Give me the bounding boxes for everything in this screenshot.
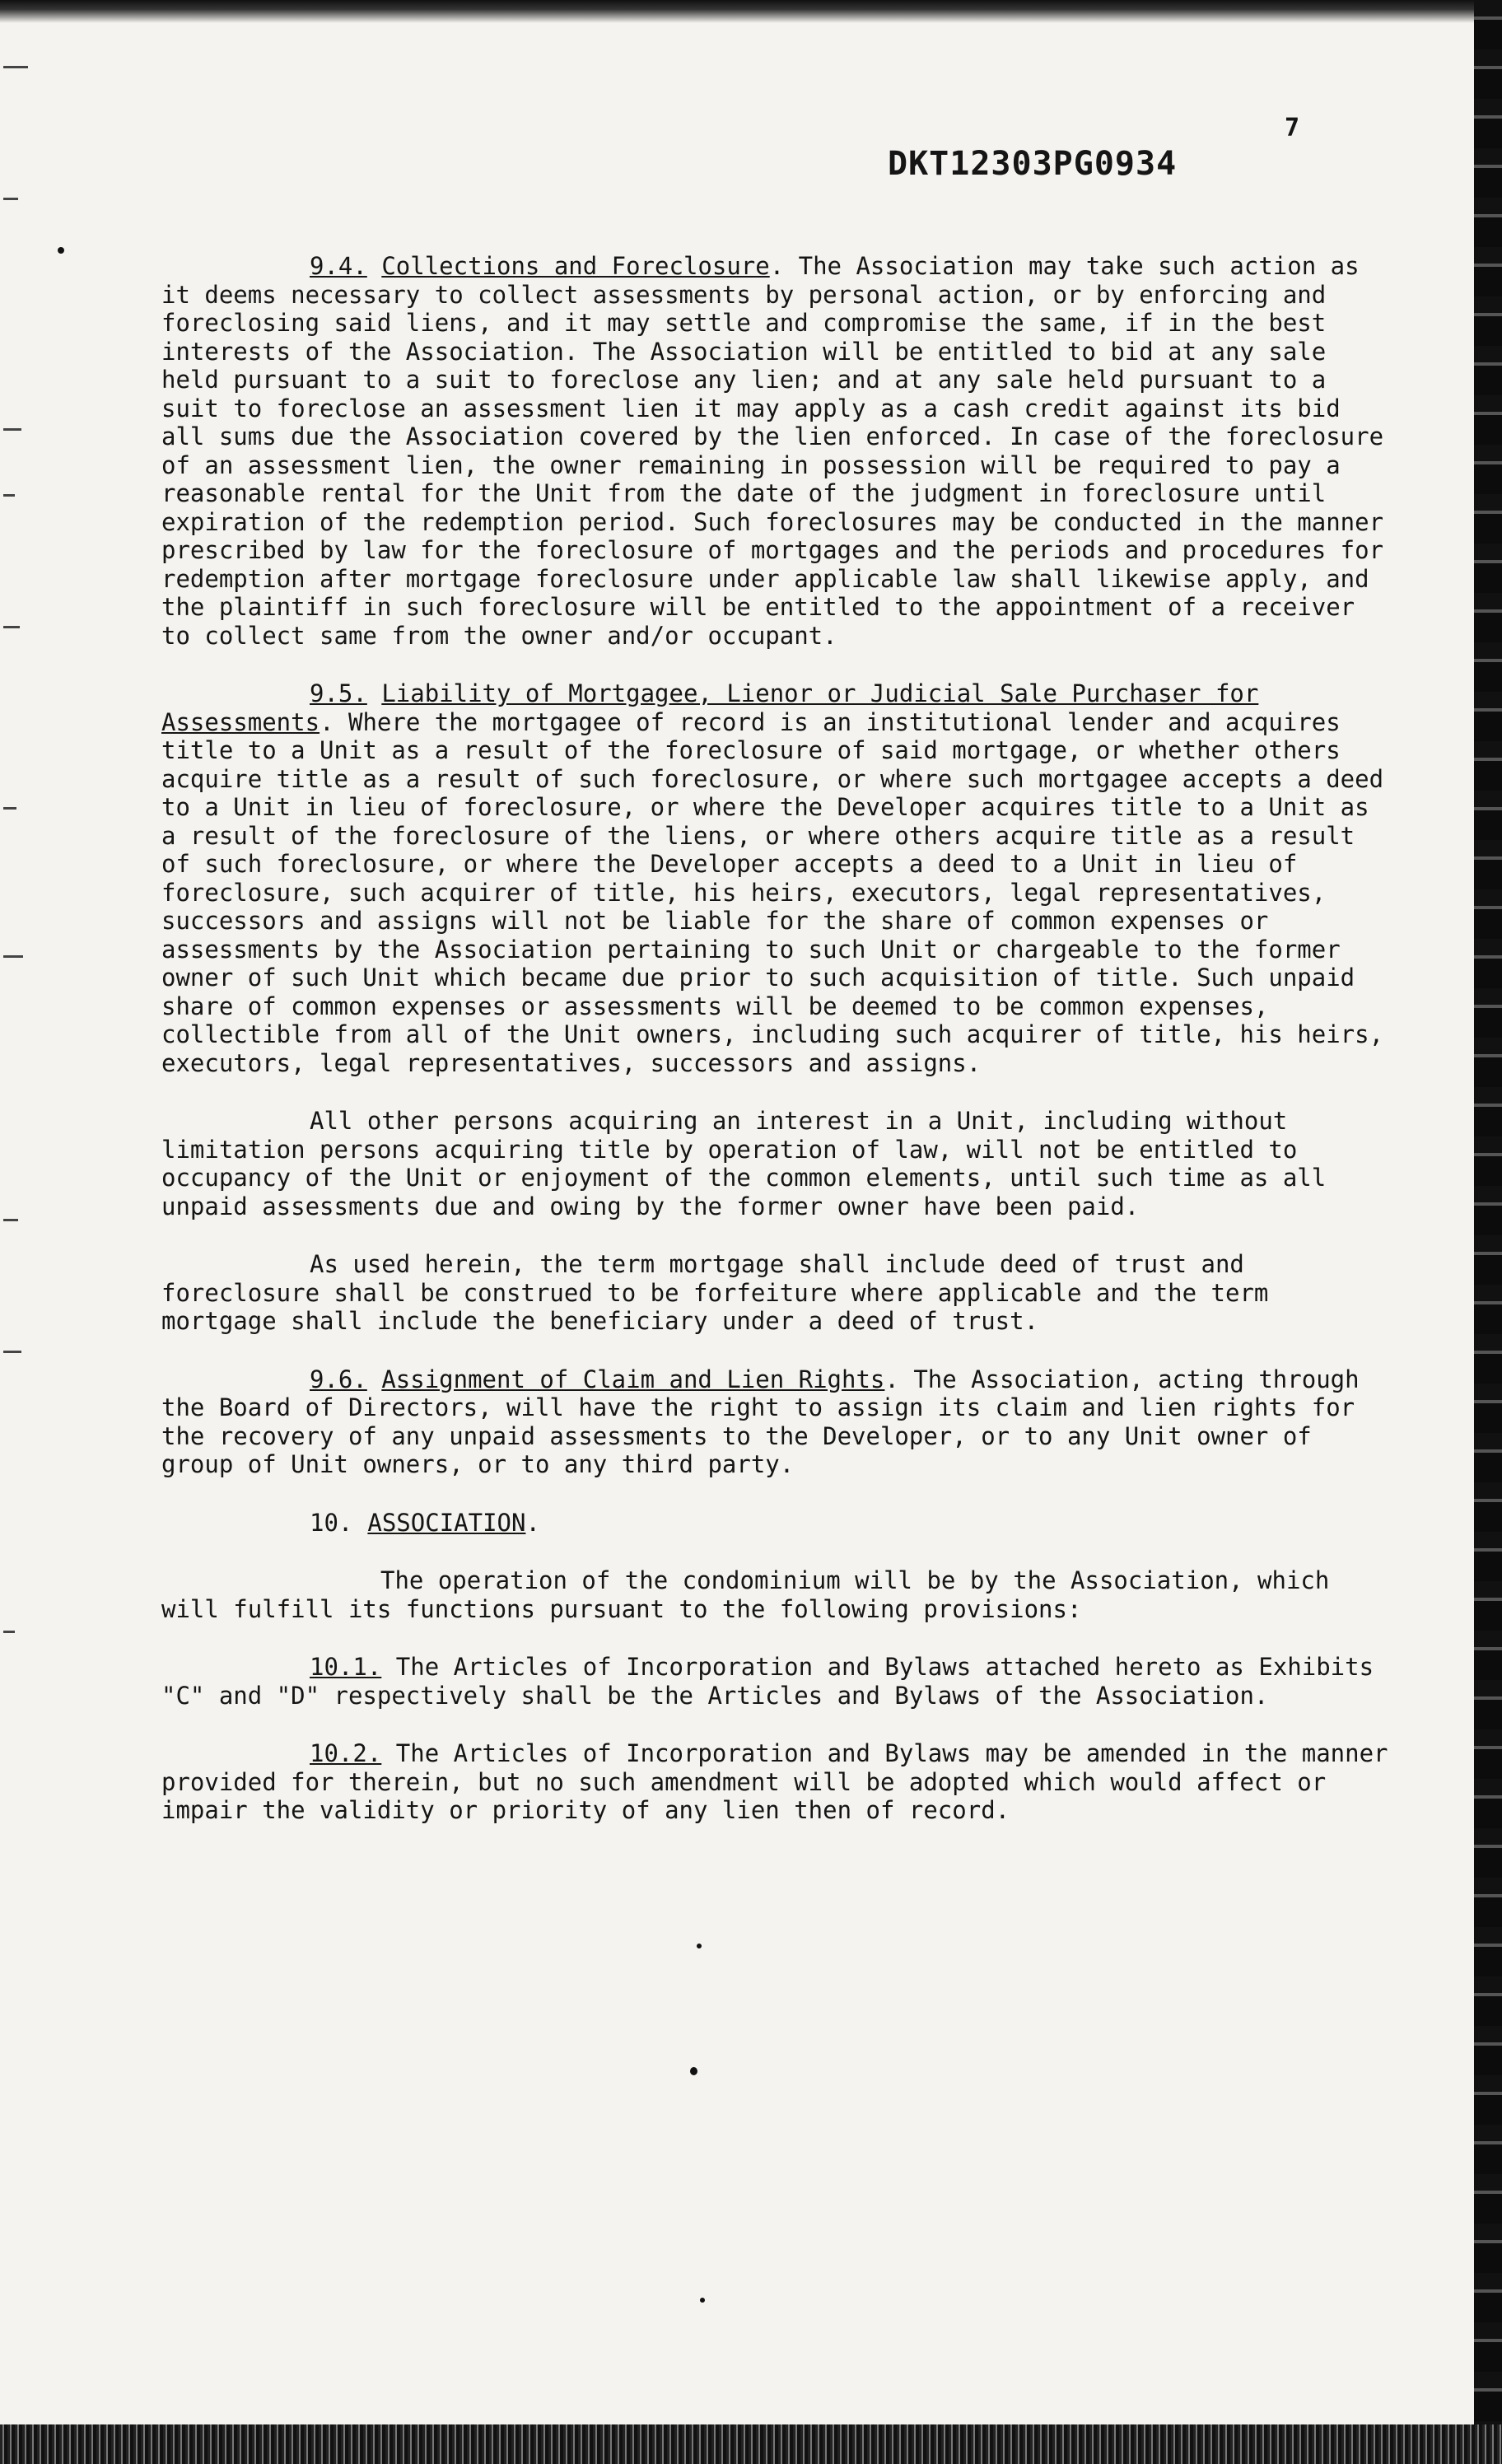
section-9-6-text: . The Association, acting through the Board of Directors, will have the right to assign its claim and lien rights for the recovery of any unpaid assessments to the Developer, or to any Unit owner of group of Unit owners, or to any third party. (161, 1365, 1360, 1478)
section-9-5 (161, 679, 1397, 1077)
document-body (161, 252, 1397, 1855)
paragraph-operation-text: The operation of the condominium will be by the Association, which will fulfill its functions pursuant to the following provisions: (161, 1566, 1330, 1623)
scan-edge-top (0, 0, 1502, 23)
section-10-1 (161, 1653, 1397, 1710)
paragraph-as-used (161, 1250, 1397, 1336)
section-9-5-number: 9.5. (310, 679, 367, 707)
scan-speck (690, 2067, 697, 2075)
section-10-2-number: 10.2. (310, 1739, 382, 1767)
paragraph-as-used-text: As used herein, the term mortgage shall include deed of trust and foreclosure shall be construed to be forfeiture where applicable and the term mortgage shall include the beneficiary under a deed of trust. (161, 1250, 1269, 1335)
scan-speck (697, 1944, 702, 1948)
section-9-6-number: 9.6. (310, 1365, 367, 1393)
section-9-5-title: Liability of Mortgagee, Lienor or Judicial Sale Purchaser for Assessments (161, 679, 1259, 736)
paragraph-operation (161, 1566, 1397, 1623)
scan-edge-bottom (0, 2424, 1502, 2464)
section-10-1-number: 10.1. (310, 1653, 382, 1681)
section-10-2 (161, 1739, 1397, 1825)
section-9-6-title: Assignment of Claim and Lien Rights (381, 1365, 885, 1393)
paragraph-other-persons-text: All other persons acquiring an interest in a Unit, including without limitation persons acquiring title by operation of law, will not be entitled to occupancy of the Unit or enjoyment of the common elements, until such time as all unpaid assessments due and owing by the former owner have been paid. (161, 1107, 1327, 1220)
section-10-1-text: The Articles of Incorporation and Bylaws attached hereto as Exhibits "C" and "D" respectively shall be the Articles and Bylaws of the Association. (161, 1653, 1374, 1710)
section-10-heading (161, 1509, 1397, 1538)
scan-edge-left (0, 0, 33, 2464)
section-9-4-number: 9.4. (310, 252, 367, 280)
section-10-title-period: . (525, 1508, 540, 1537)
section-9-6 (161, 1365, 1397, 1479)
section-9-4-text: . The Association may take such action as it deems necessary to collect assessments by personal action, or by enforcing and foreclosing said liens, and it may settle and compromise the same, if in the best interests of the Association. The Association will be entitled to bid at any sale held pursuant to a suit to foreclose any lien; and at any sale held pursuant to a suit to foreclose an assessment lien it may apply as a cash credit against its bid all sums due the Association covered by the lien enforced. In case of the foreclosure of an assessment lien, the owner remaining in possession will be required to pay a reasonable rental for the Unit from the date of the judgment in foreclosure until expiration of the redemption period. Such foreclosures may be conducted in the manner prescribed by law for the foreclosure of mortgages and the periods and procedures for redemption after mortgage foreclosure under applicable law shall likewise apply, and the plaintiff in such foreclosure will be entitled to the appointment of a receiver to collect same from the owner and/or occupant. (161, 252, 1384, 650)
section-9-5-text: . Where the mortgagee of record is an institutional lender and acquires title to a Unit as a result of the foreclosure of said mortgage, or whether others acquire title as a result of such foreclosure, or where such mortgagee accepts a deed to a Unit in lieu of foreclosure, or where the Developer acquires title to a Unit as a result of the foreclosure of the liens, or where others acquire title as a result of such foreclosure, or where the Developer accepts a deed to a Unit in lieu of foreclosure, such acquirer of title, his heirs, executors, legal representatives, successors and assigns will not be liable for the share of common expenses or assessments by the Association pertaining to such Unit or chargeable to the former owner of such Unit which became due prior to such acquisition of title. Such unpaid share of common expenses or assessments will be deemed to be common expenses, collectible from all of the Unit owners, including such acquirer of title, his heirs, executors, legal representatives, successors and assigns. (161, 707, 1384, 1077)
section-10-number: 10. (310, 1508, 353, 1537)
page-number: 7 (1285, 114, 1300, 142)
section-9-4 (161, 252, 1397, 650)
paragraph-other-persons (161, 1107, 1397, 1220)
scan-speck (700, 2298, 705, 2303)
docket-stamp: DKT12303PG0934 (888, 145, 1178, 183)
scan-edge-right (1474, 0, 1502, 2464)
section-9-4-title: Collections and Foreclosure (381, 252, 770, 280)
section-10-2-text: The Articles of Incorporation and Bylaws may be amended in the manner provided for therein, but no such amendment will be adopted which would affect or impair the validity or priority of any lien then of record. (161, 1739, 1388, 1824)
section-10-title: ASSOCIATION (367, 1508, 526, 1537)
scan-speck (58, 247, 64, 254)
